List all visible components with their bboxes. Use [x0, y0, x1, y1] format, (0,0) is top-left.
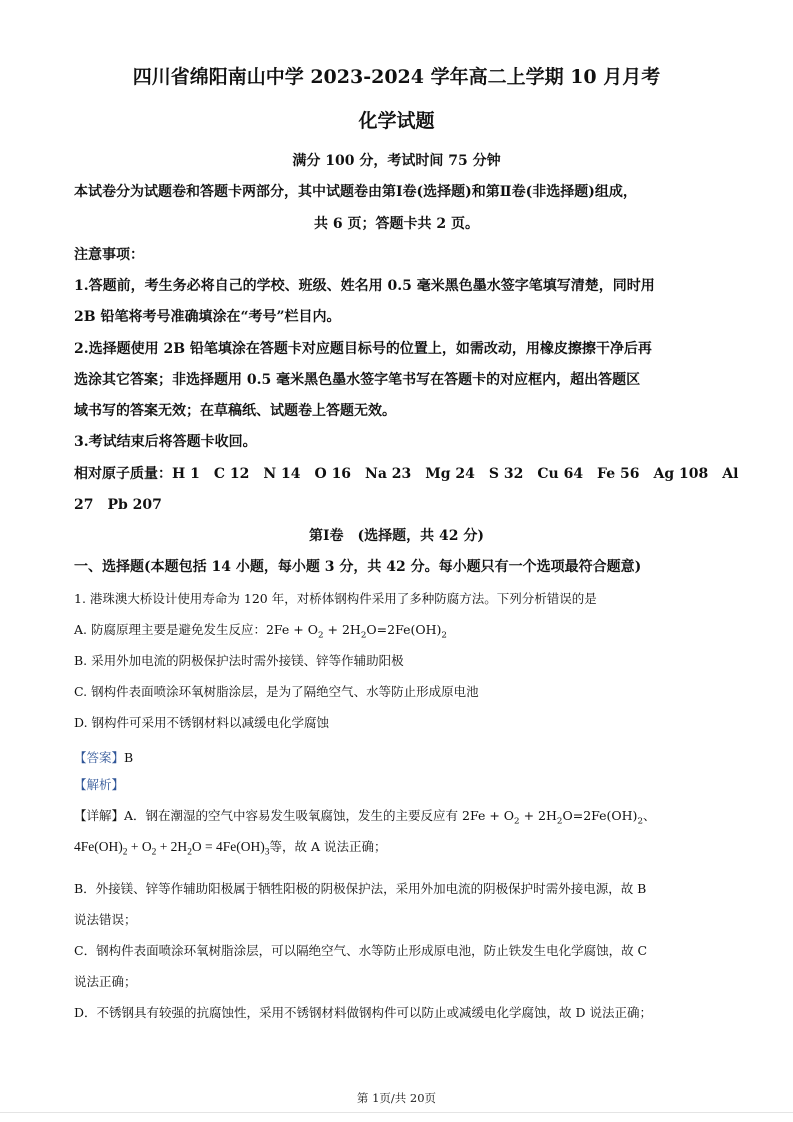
notes-heading: 注意事项：	[74, 247, 144, 263]
note-2-line-3: 域书写的答案无效；在草稿纸、试题卷上答题无效。	[74, 403, 396, 419]
detail-d-line-1: D．不锈钢具有较强的抗腐蚀性，采用不锈钢材料做钢构件可以防止或减缓电化学腐蚀，故 D 说法正确；	[74, 1005, 652, 1020]
part-one-heading: 一、选择题(本题包括 14 小题，每小题 3 分，共 42 分。每小题只有一个选项最符合题意)	[74, 559, 642, 575]
subject-title: 化学试题	[358, 110, 435, 132]
section-title: 第Ⅰ卷 (选择题，共 42 分)	[308, 528, 485, 544]
detail-c-line-2: 说法正确；	[74, 974, 137, 989]
detail-b-line-1: B．外接镁、锌等作辅助阳极属于牺牲阳极的阴极保护法，采用外加电流的阴极保护时需外接电源，故 B	[74, 881, 647, 896]
score-time: 满分 100 分，考试时间 75 分钟	[292, 153, 501, 169]
detail-c-line-1: C．钢构件表面喷涂环氧树脂涂层，可以隔绝空气、水等防止形成原电池，防止铁发生电化学腐蚀，故 C	[74, 943, 648, 958]
detail-a-line-1: 【详解】A．钢在潮湿的空气中容易发生吸氧腐蚀，发生的主要反应有 $2Fe + O_2 + 2H_2O=2Fe(OH)_2$、	[74, 808, 656, 827]
note-1-line-1: 1.答题前，考生务必将自己的学校、班级、姓名用 0.5 毫米黑色墨水签字笔填写清楚，同时用	[74, 278, 655, 294]
page-number: 第 1页/共 20页	[356, 1091, 437, 1105]
note-3: 3.考试结束后将答题卡收回。	[74, 434, 257, 450]
intro-line-1: 本试卷分为试题卷和答题卡两部分，其中试题卷由第Ⅰ卷(选择题)和第Ⅱ卷(非选择题)组成，	[74, 184, 637, 200]
option-b: B. 采用外加电流的阴极保护法时需外接镁、锌等作辅助阳极	[74, 653, 404, 668]
note-2-line-2: 选涂其它答案；非选择题用 0.5 毫米黑色墨水签字笔书写在答题卡的对应框内，超出答题区	[74, 372, 641, 388]
detail-b-line-2: 说法错误；	[74, 912, 137, 927]
analysis-tag: 【解析】	[74, 777, 125, 792]
atomic-mass-line-1: 相对原子质量：H 1 C 12 N 14 O 16 Na 23 Mg 24 S 32 Cu 64 Fe 56 Ag 108 Al	[74, 466, 739, 482]
note-1-line-2: 2B 铅笔将考号准确填涂在“考号”栏目内。	[74, 309, 341, 325]
option-a: A. 防腐原理主要是避免发生反应：$2Fe + O_2 + 2H_2O=2Fe(OH)_2$	[74, 622, 447, 641]
question-1-stem: 1. 港珠澳大桥设计使用寿命为 120 年，对桥体钢构件采用了多种防腐方法。下列分析错误的是	[74, 591, 597, 606]
answer-line	[74, 748, 723, 766]
footer-rule	[0, 1112, 793, 1113]
equation: $4Fe(OH)_2 + O_2 + 2H_2O = 4Fe(OH)_3$	[74, 839, 270, 858]
exam-title: 四川省绵阳南山中学 2023-2024 学年高二上学期 10 月月考	[132, 66, 661, 88]
atomic-mass-line-2: 27 Pb 207	[74, 497, 162, 513]
note-2-line-1: 2.选择题使用 2B 铅笔填涂在答题卡对应题目标号的位置上，如需改动，用橡皮擦擦干净后再	[74, 341, 652, 357]
answer-value: B	[124, 750, 134, 765]
answer-tag: 【答案】	[74, 750, 125, 765]
detail-a-line-2: $4Fe(OH)_2 + O_2 + 2H_2O = 4Fe(OH)_3$等，故 A 说法正确；	[74, 839, 387, 858]
option-c: C. 钢构件表面喷涂环氧树脂涂层，是为了隔绝空气、水等防止形成原电池	[74, 684, 479, 699]
option-d: D. 钢构件可采用不锈钢材料以减缓电化学腐蚀	[74, 715, 330, 730]
intro-line-2: 共 6 页；答题卡共 2 页。	[314, 216, 479, 232]
